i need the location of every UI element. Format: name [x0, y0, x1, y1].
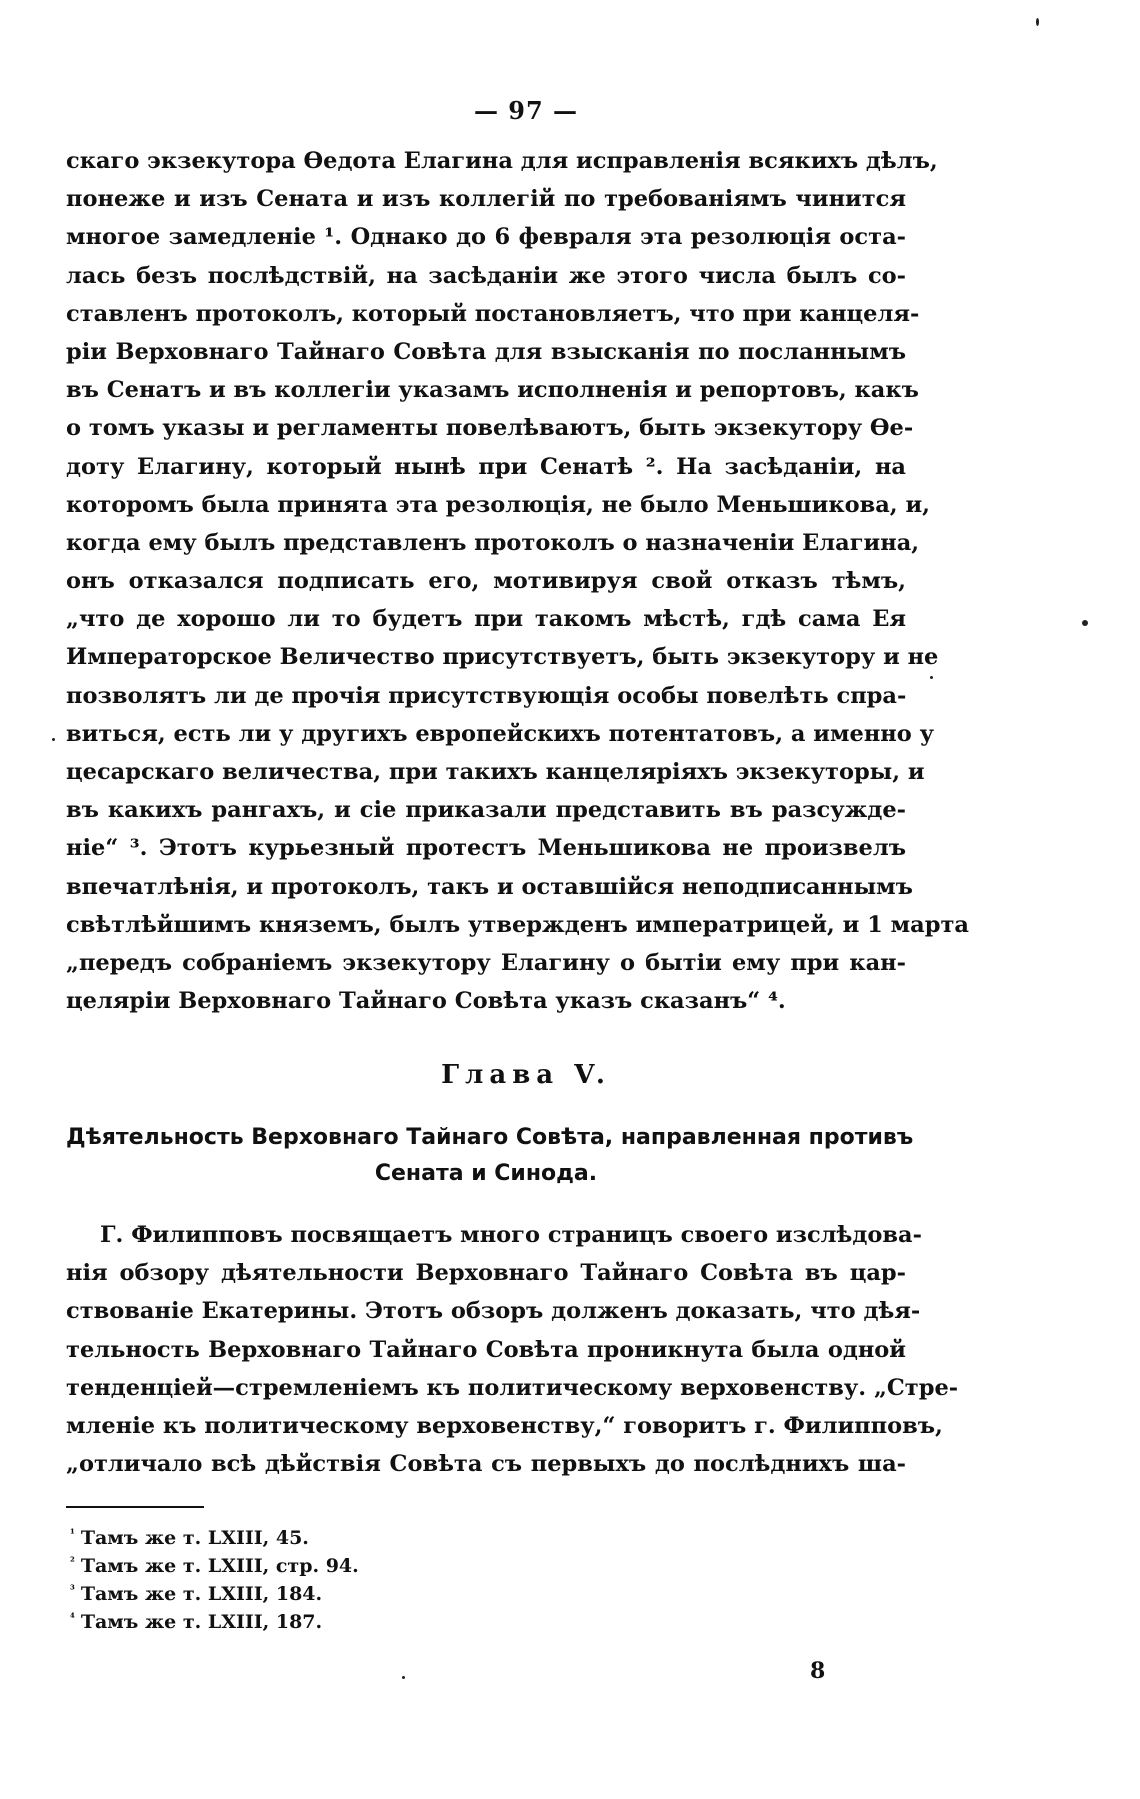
body-text-bottom [66, 1216, 959, 1483]
scan-speck [52, 738, 55, 741]
text-line: которомъ была принята эта резолюція, не было Меньшикова, и, [66, 491, 930, 518]
body-text-top [66, 142, 969, 1020]
text-line: когда ему былъ представленъ протоколъ о назначеніи Елагина, [66, 529, 920, 556]
footnotes [70, 1520, 470, 1632]
signature-mark: 8 [810, 1658, 826, 1684]
footnote-divider [66, 1506, 204, 1508]
text-line: доту Елагину, который нынѣ при Сенатѣ ². На засѣданіи, на [66, 453, 906, 480]
page-number: — 97 — [473, 96, 579, 125]
scan-speck [930, 676, 933, 679]
text-line: „отличало всѣ дѣйствія Совѣта съ первыхъ до послѣднихъ ша- [66, 1451, 906, 1478]
text-line: мленіе къ политическому верховенству,“ говоритъ г. Филипповъ, [66, 1412, 943, 1439]
text-line: ніе“ ³. Этотъ курьезный протестъ Меньшикова не произвелъ [66, 835, 906, 862]
text-line: позволятъ ли де прочія присутствующія особы повелѣть спра- [66, 682, 907, 709]
section-heading-line: Сената и Синода. [374, 1161, 598, 1186]
text-line: ставленъ протоколъ, который постановляетъ, что при канцеля- [66, 300, 920, 327]
text-line: тельность Верховнаго Тайнаго Совѣта проникнута была одной [66, 1336, 906, 1363]
text-line: нія обзору дѣятельности Верховнаго Тайнаго Совѣта въ цар- [66, 1260, 906, 1287]
text-line: о томъ указы и регламенты повелѣваютъ, быть экзекутору Ѳе- [66, 415, 914, 442]
scan-speck [1036, 18, 1039, 26]
footnote [70, 1576, 470, 1604]
text-line: онъ отказался подписать его, мотивируя свой отказъ тѣмъ, [66, 568, 906, 595]
section-heading-line: Дѣятельность Верховнаго Тайнаго Совѣта, направленная противъ [66, 1125, 914, 1150]
text-line: тенденціей—стремленіемъ къ политическому верховенству. „Стре- [66, 1374, 959, 1401]
text-line: въ какихъ рангахъ, и сіе приказали представить въ разсужде- [66, 797, 906, 824]
footnote-mark: ³ [70, 1583, 75, 1596]
text-line: виться, есть ли у другихъ европейскихъ потентатовъ, а именно у [66, 720, 934, 747]
text-line: Г. Филипповъ посвящаетъ много страницъ своего изслѣдова- [100, 1222, 922, 1248]
footnote-text: Тамъ же т. LXIII, 184. [80, 1583, 323, 1605]
section-heading [66, 1120, 914, 1192]
footnote-mark: ² [70, 1555, 75, 1568]
footnote [70, 1604, 470, 1632]
text-line: Императорское Величество присутствуетъ, быть экзекутору и не [66, 644, 939, 671]
chapter-title: Глава V. [441, 1060, 611, 1090]
text-line: „что де хорошо ли то будетъ при такомъ мѣстѣ, гдѣ сама Ея [66, 606, 906, 633]
text-line: лась безъ послѣдствій, на засѣданіи же этого числа былъ со- [66, 262, 906, 289]
text-line: ріи Верховнаго Тайнаго Совѣта для взысканія по посланнымъ [66, 338, 906, 365]
footnote-mark: ¹ [70, 1527, 75, 1540]
text-line: целяріи Верховнаго Тайнаго Совѣта указъ сказанъ“ ⁴. [66, 988, 786, 1015]
footnote [70, 1520, 470, 1548]
text-line: „передъ собраніемъ экзекутору Елагину о бытіи ему при кан- [66, 949, 906, 976]
scan-speck [402, 1676, 405, 1679]
footnote-text: Тамъ же т. LXIII, 45. [80, 1527, 309, 1549]
text-line: цесарскаго величества, при такихъ канцеляріяхъ экзекуторы, и [66, 759, 925, 785]
footnote-mark: ⁴ [70, 1611, 75, 1624]
footnote-text: Тамъ же т. LXIII, стр. 94. [80, 1555, 359, 1577]
text-line: впечатлѣнія, и протоколъ, такъ и оставшійся неподписаннымъ [66, 873, 913, 900]
text-line: свѣтлѣйшимъ княземъ, былъ утвержденъ императрицей, и 1 марта [66, 911, 969, 938]
footnote [70, 1548, 470, 1576]
text-line: многое замедленіе ¹. Однако до 6 февраля эта резолюція оста- [66, 224, 906, 251]
text-line: понеже и изъ Сената и изъ коллегій по требованіямъ чинится [66, 186, 906, 213]
footnote-text: Тамъ же т. LXIII, 187. [80, 1611, 323, 1633]
text-line: скаго экзекутора Ѳедота Елагина для исправленія всякихъ дѣлъ, [66, 148, 938, 174]
text-line: ствованіе Екатерины. Этотъ обзоръ долженъ доказать, что дѣя- [66, 1298, 921, 1325]
text-line: въ Сенатъ и въ коллегіи указамъ исполненія и репортовъ, какъ [66, 377, 919, 404]
scan-speck [1082, 620, 1088, 626]
